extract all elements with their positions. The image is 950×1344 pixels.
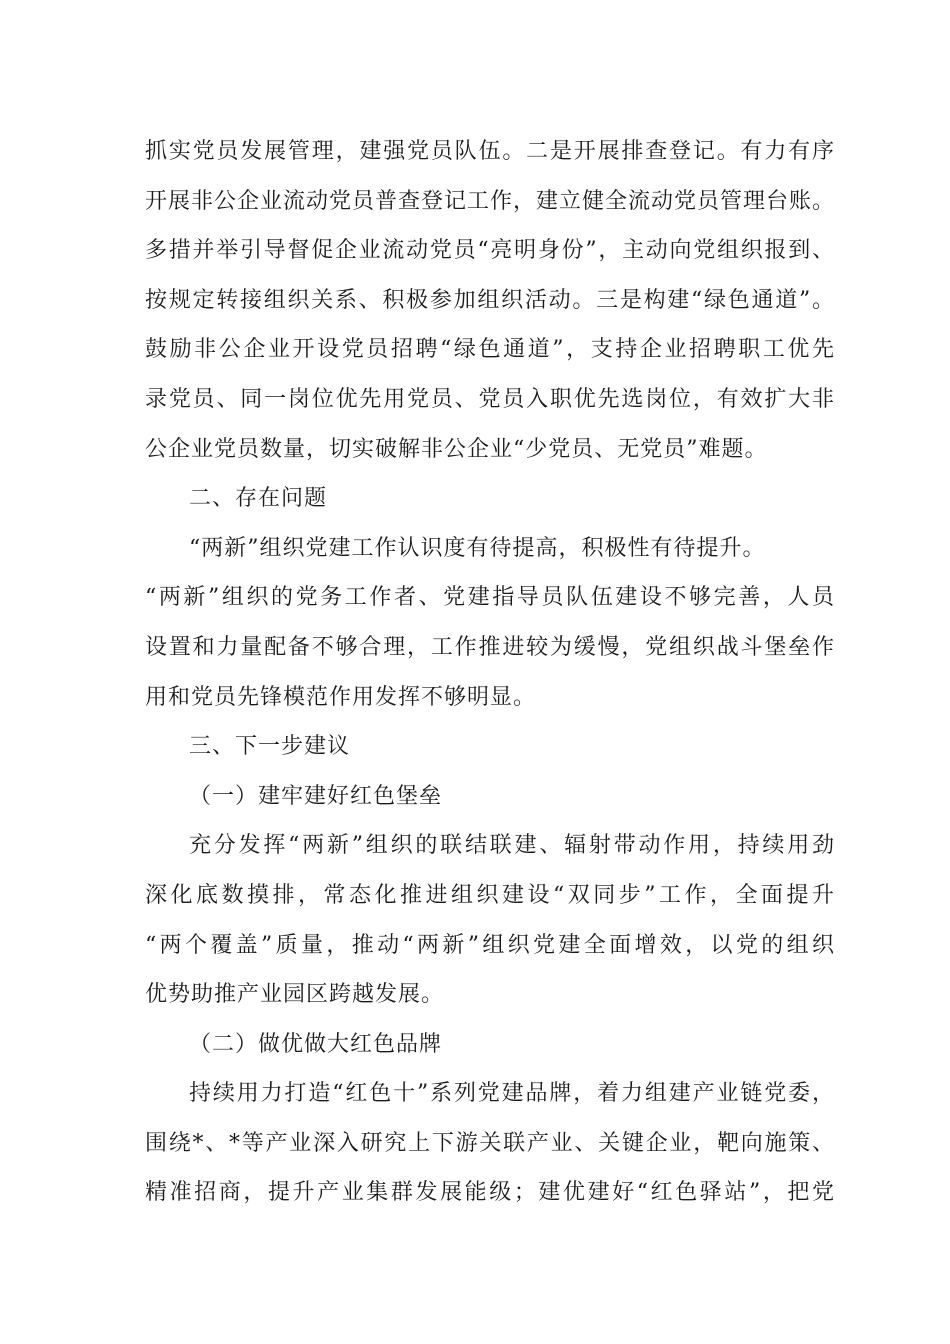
text-line: “两个覆盖”质量，推动“两新”组织党建全面增效，以党的组织 <box>145 932 835 958</box>
text-line: 优势助推产业园区跨越发展。 <box>145 982 445 1008</box>
text-line: 用和党员先锋模范作用发挥不够明显。 <box>145 684 537 710</box>
subsection-heading <box>145 772 835 822</box>
heading-text: 三、下一步建议 <box>189 734 351 760</box>
text-line: 多措并举引导督促企业流动党员“亮明身份”，主动向党组织报到、 <box>145 238 835 264</box>
text-line: 围绕*、*等产业深入研究上下游关联产业、关键企业，靶向施策、 <box>145 1130 835 1156</box>
text-line: 抓实党员发展管理，建强党员队伍。二是开展排查登记。有力有序 <box>145 139 835 164</box>
paragraph <box>145 821 835 1019</box>
text-line: “两新”组织的党务工作者、党建指导员队伍建设不够完善，人员 <box>145 585 835 611</box>
text-line: 录党员、同一岗位优先用党员、党员入职优先选岗位，有效扩大非 <box>145 386 835 412</box>
text-line: “两新”组织党建工作认识度有待提高，积极性有待提升。 <box>189 535 766 561</box>
text-line: 精准招商，提升产业集群发展能级；建优建好“红色驿站”，把党 <box>145 1180 835 1206</box>
document-body <box>145 127 835 1218</box>
text-line: 深化底数摸排，常态化推进组织建设“双同步”工作，全面提升 <box>145 882 835 908</box>
heading-text: （二）做优做大红色品牌 <box>189 1031 443 1057</box>
text-line: 按规定转接组织关系、积极参加组织活动。三是构建“绿色通道”。 <box>145 287 835 313</box>
paragraph <box>145 1069 835 1218</box>
subsection-heading <box>145 1020 835 1070</box>
text-line: 鼓励非公企业开设党员招聘“绿色通道”，支持企业招聘职工优先 <box>145 337 835 363</box>
section-heading <box>145 474 835 524</box>
text-line: 开展非公企业流动党员普查登记工作，建立健全流动党员管理台账。 <box>145 188 836 214</box>
text-line: 公企业党员数量，切实破解非公企业“少党员、无党员”难题。 <box>145 436 768 462</box>
text-line: 设置和力量配备不够合理，工作推进较为缓慢，党组织战斗堡垒作 <box>145 634 835 660</box>
heading-text: （一）建牢建好红色堡垒 <box>189 783 443 809</box>
paragraph <box>145 127 835 474</box>
text-line: 充分发挥“两新”组织的联结联建、辐射带动作用，持续用劲 <box>189 833 835 859</box>
paragraph <box>145 524 835 722</box>
section-heading <box>145 722 835 772</box>
text-line: 持续用力打造“红色十”系列党建品牌，着力组建产业链党委， <box>189 1081 835 1107</box>
heading-text: 二、存在问题 <box>189 486 328 512</box>
